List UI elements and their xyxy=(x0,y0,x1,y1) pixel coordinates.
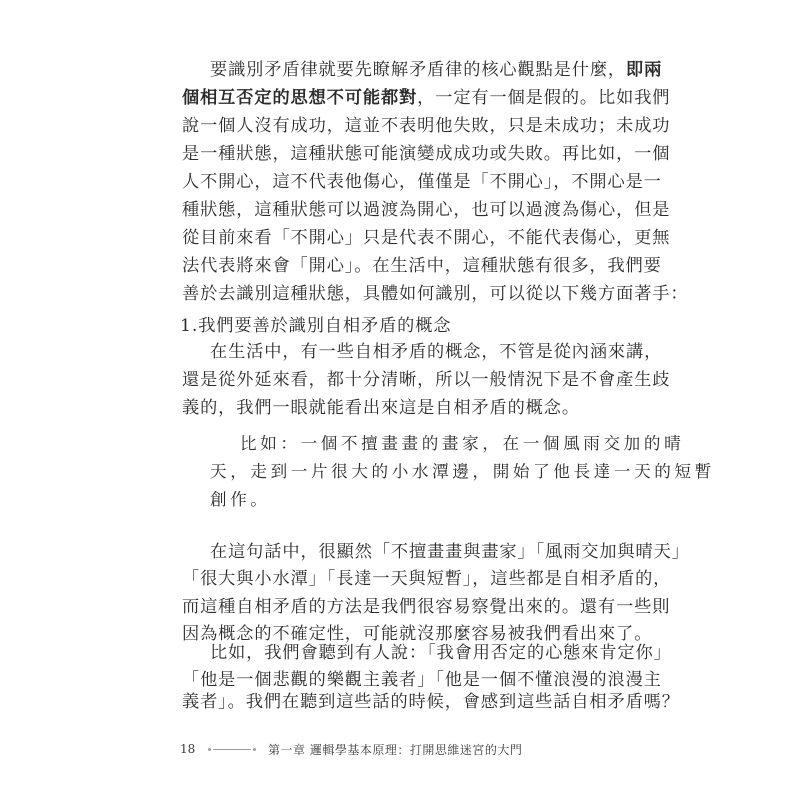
footer-ornament-dot xyxy=(208,748,211,751)
footer-ornament-dot xyxy=(253,748,256,751)
section-heading: 1.我們要善於識別自相矛盾的概念 xyxy=(180,316,452,336)
page-number: 18 xyxy=(180,742,196,756)
section-1-line-3: 義的，我們一眼就能看出來這是自相矛盾的概念。 xyxy=(182,398,580,418)
running-chapter-title: 第一章 邏輯學基本原理：打開思維迷宮的大門 xyxy=(268,742,523,757)
page-footer xyxy=(180,741,522,757)
paragraph-1-line-1-text: 要識別矛盾律就要先瞭解矛盾律的核心觀點是什麼， xyxy=(210,60,627,80)
paragraph-1-line-9: 善於去識別這種狀態，具體如何識別，可以從以下幾方面著手： xyxy=(182,284,689,304)
bold-emphasis: 即兩 xyxy=(626,60,663,80)
quote-line-1: 比如：一個不擅畫畫的畫家，在一個風雨交加的晴 xyxy=(240,434,685,453)
paragraph-3-line-4: 因為概念的不確定性，可能就沒那麼容易被我們看出來了。 xyxy=(182,624,653,644)
paragraph-1-line-7: 從目前來看「不開心」只是代表不開心，不能代表傷心，更無 xyxy=(182,228,671,248)
quote-line-2: 天，走到一片很大的小水潭邊，開始了他長達一天的短暫 xyxy=(210,462,715,481)
paragraph-3-line-1: 在這句話中，很顯然「不擅畫畫與畫家」「風雨交加與晴天」 xyxy=(210,542,690,562)
paragraph-3-line-2: 「很大與小水潭」「長達一天與短暫」，這些都是自相矛盾的， xyxy=(182,569,672,589)
paragraph-1-line-2-text: ，一定有一個是假的。比如我們 xyxy=(417,88,671,108)
footer-rule xyxy=(213,749,251,750)
paragraph-1-line-8: 法代表將來會「開心」。在生活中，這種狀態有很多，我們要 xyxy=(182,256,662,276)
paragraph-1-line-5: 人不開心，這不代表他傷心，僅僅是「不開心」，不開心是一 xyxy=(182,172,662,192)
paragraph-1-line-1 xyxy=(210,56,662,84)
paragraph-1-line-3: 說一個人沒有成功，這並不表明他失敗，只是未成功；未成功 xyxy=(182,116,671,136)
quote-line-3: 創作。 xyxy=(210,490,271,509)
paragraph-4-line-3: 義者」。我們在聽到這些話的時候，會感到這些話自相矛盾嗎？ xyxy=(182,692,680,712)
section-1-line-2: 還是從外延來看，都十分清晰，所以一般情況下是不會產生歧 xyxy=(182,370,671,390)
paragraph-1-line-2 xyxy=(182,84,670,112)
paragraph-3-line-3: 而這種自相矛盾的方法是我們很容易察覺出來的。還有一些則 xyxy=(182,597,671,617)
paragraph-1-line-4: 是一種狀態，這種狀態可能演變成成功或失敗。再比如，一個 xyxy=(182,144,671,164)
bold-emphasis: 個相互否定的思想不可能都對 xyxy=(182,88,418,108)
paragraph-4-line-2: 「他是一個悲觀的樂觀主義者」「他是一個不懂浪漫的浪漫主 xyxy=(182,670,662,690)
section-1-line-1: 在生活中，有一些自相矛盾的概念，不管是從內涵來講， xyxy=(210,342,663,362)
paragraph-1-line-6: 種狀態，這種狀態可以過渡為開心，也可以過渡為傷心，但是 xyxy=(182,200,671,220)
paragraph-4-line-1: 比如，我們會聽到有人說：「我會用否定的心態來肯定你」 xyxy=(210,643,672,663)
